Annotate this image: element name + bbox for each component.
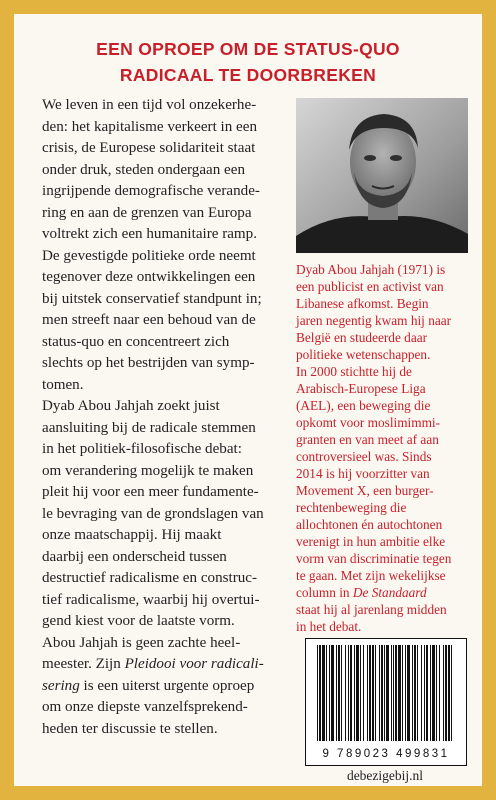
isbn-barcode [305, 638, 467, 766]
barcode-bar [414, 645, 416, 741]
blurb-line: voltrekt zich een humanitaire ramp. [42, 226, 257, 242]
bio-line: opkomt voor moslimimmi- [296, 415, 441, 430]
barcode-bar [331, 645, 334, 741]
bio-line: Dyab Abou Jahjah (1971) is [296, 262, 446, 277]
barcode-bar [398, 645, 401, 741]
blurb-line [42, 676, 280, 698]
barcode-bar [379, 645, 380, 741]
author-portrait-image [296, 98, 468, 253]
bio-line: politieke wetenschappen. [296, 347, 431, 362]
blurb-line: destructief radicalisme en construc- [42, 570, 257, 586]
barcode-bar [395, 645, 397, 741]
bio-line: allochtonen én autochtonen [296, 517, 443, 532]
bio-line: te gaan. Met zijn wekelijkse [296, 568, 446, 583]
author-photo [296, 98, 468, 253]
bio-line: staat hij al jarenlang midden [296, 602, 447, 617]
book-title-italic: Pleidooi voor radicali- [124, 656, 264, 672]
blurb-line: We leven in een tijd vol onzekerhe- [42, 97, 257, 113]
bio-line: België en studeerde daar [296, 330, 428, 345]
barcode-bar [329, 645, 330, 741]
blurb-line: om onze diepste vanzelfsprekend- [42, 699, 248, 715]
barcode-bar [341, 645, 342, 741]
blurb-line: Dyab Abou Jahjah zoekt juist [42, 398, 220, 414]
barcode-bar [319, 645, 321, 741]
blurb-line: heden ter discussie te stellen. [42, 720, 218, 737]
bio-line: Arabisch-Europese Liga [296, 381, 426, 396]
barcode-bar [350, 645, 352, 741]
bio-line: verenigt in hun ambitie elke [296, 534, 446, 549]
blurb-text-run: meester. Zijn [42, 656, 125, 672]
blurb-line: daarbij een onderscheid tussen [42, 548, 227, 565]
isbn-number: 9 789023 499831 [322, 748, 450, 760]
blurb-line [42, 654, 280, 676]
barcode-bar [322, 645, 325, 741]
barcode-bar [367, 645, 368, 741]
blurb-line: slechts op het bestrijden van symp- [42, 355, 255, 371]
blurb-line: onze maatschappij. Hij maakt [42, 527, 222, 543]
headline-line: EEN OPROEP OM DE STATUS-QUO [96, 39, 400, 59]
barcode-bar [375, 645, 376, 741]
publisher-url: debezigebij.nl [346, 768, 424, 783]
blurb-line: tief radicalisme, waarbij hij overtui- [42, 591, 260, 608]
barcode-bar [338, 645, 340, 741]
newspaper-title-italic: De Standaard [352, 585, 427, 600]
barcode-bar [360, 645, 361, 741]
barcode-bar [405, 645, 406, 741]
bio-line [296, 584, 474, 601]
bio-line: vorm van discriminatie tegen [296, 551, 452, 566]
barcode-bar [448, 645, 450, 741]
blurb-line: men streeft naar een behoud van de [42, 312, 256, 328]
blurb-line: aansluiting bij de radicale stemmen [42, 419, 256, 436]
barcode-bar [417, 645, 418, 741]
blurb-line: ring en aan de grenzen van Europa [42, 204, 252, 221]
book-title-italic: sering [42, 677, 80, 694]
bio-line: In 2000 stichtte hij de [296, 364, 412, 379]
blurb-line: ingrijpende demografische verande- [42, 183, 260, 199]
barcode-bar [430, 645, 431, 741]
barcode-bar [363, 645, 364, 741]
barcode-bar [356, 645, 359, 741]
blurb-line: onder druk, steden ondergaan een [42, 161, 245, 178]
blurb-line: le bevraging van de grondslagen van [42, 505, 264, 522]
blurb-line: crisis, de Europese solidariteit staat [42, 140, 256, 156]
author-bio [296, 261, 474, 635]
headline [14, 36, 482, 88]
barcode-bar [426, 645, 428, 741]
barcode-bar [436, 645, 437, 741]
blurb-line: in het politiek-filosofische debat: [42, 441, 242, 457]
bio-line: een publicist en activist van [296, 279, 444, 294]
barcode-bar [393, 645, 394, 741]
barcode-bar [424, 645, 425, 741]
bio-line: 2014 is hij voorzitter van [296, 466, 430, 481]
barcode-bar [443, 645, 444, 741]
blurb-line: tomen. [42, 376, 84, 393]
bio-line: in het debat. [296, 619, 362, 634]
blurb-line: pleit hij voor een meer fundamente- [42, 484, 259, 500]
barcode-bar [348, 645, 349, 741]
blurb-line: tegenover deze ontwikkelingen een [42, 269, 256, 285]
barcode-bar [391, 645, 392, 741]
blurb-text [42, 95, 280, 740]
blurb-line: gend kiest voor de laatste vorm. [42, 613, 235, 629]
bio-line: granten en van meet af aan [296, 432, 439, 447]
blurb-line: status-quo en concentreert zich [42, 333, 230, 350]
bio-line: (AEL), een beweging die [296, 398, 431, 413]
barcode-bar [439, 645, 440, 741]
barcode-bar [384, 645, 385, 741]
blurb-line: Abou Jahjah is geen zachte heel- [42, 634, 241, 651]
blurb-line: bij uitstek conservatief standpunt in; [42, 290, 262, 307]
barcode-bar [412, 645, 413, 741]
headline-line: RADICAAL TE DOORBREKEN [119, 65, 377, 85]
barcode-bar [354, 645, 355, 741]
barcode-bars [315, 645, 457, 741]
barcode-bar [326, 645, 327, 741]
barcode-bar [317, 645, 318, 741]
barcode-bar [451, 645, 452, 741]
barcode-bar [369, 645, 371, 741]
bio-text-run: column in [296, 585, 353, 600]
barcode-bar [407, 645, 410, 741]
barcode-bar [381, 645, 383, 741]
bio-line: rechtenbeweging die [296, 500, 407, 515]
bio-line: controversieel was. Sinds [296, 449, 432, 464]
barcode-bar [402, 645, 403, 741]
barcode-bar [445, 645, 447, 741]
bio-line: jaren negentig kwam hij naar [296, 313, 452, 328]
bio-line: Libanese afkomst. Begin [296, 296, 429, 311]
blurb-text-run: is een uiterst urgente oproep [79, 677, 255, 694]
barcode-bar [421, 645, 422, 741]
barcode-bar [372, 645, 374, 741]
barcode-bar [386, 645, 389, 741]
barcode-bar [336, 645, 337, 741]
blurb-line: De gevestigde politieke orde neemt [42, 247, 256, 264]
blurb-line: om verandering mogelijk te maken [42, 462, 254, 479]
blurb-line: den: het kapitalisme verkeert in een [42, 118, 257, 135]
back-cover [14, 14, 482, 786]
barcode-bar [345, 645, 346, 741]
bio-line: Movement X, een burger- [296, 483, 434, 498]
barcode-bar [432, 645, 435, 741]
